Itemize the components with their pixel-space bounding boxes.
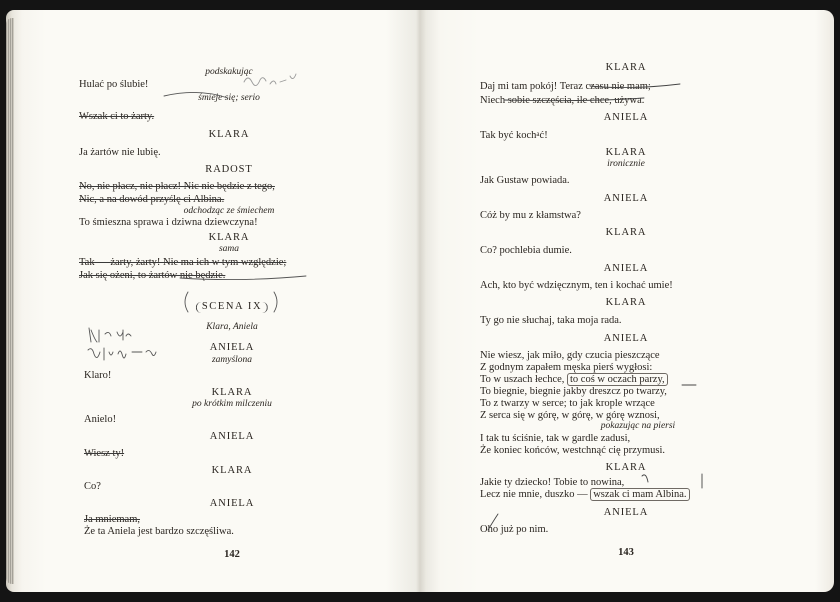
word-fragment: Tak być koch [480,130,537,141]
verse-line: Co? [84,481,101,492]
verse-line: I tak tu ściśnie, tak w gardle zadusi, [480,433,631,444]
verse-line: Ja żartów nie lubię. [79,147,161,158]
pencil-note-margin [89,328,131,342]
verse-line: Cóż by mu z kłamstwa? [480,210,581,221]
verse-text: Lecz nie mnie, duszko — [480,489,588,500]
left-page [6,10,420,592]
verse-line: Z serca się w górę, w górę, w górę wznosi, [480,410,660,421]
verse-line: Ja mniemam, [84,514,140,525]
verse-line: Ty go nie słuchaj, taka moja rada. [480,315,622,326]
verse-text: Oho [480,524,499,535]
word-fragment: ć! [539,130,548,141]
struck-word: Wiesz ty! [84,448,125,459]
speaker-name: KLARA [605,147,647,158]
verse-line: To z twarzy w serce; to jak krople wrzące [480,398,655,409]
speaker-name: ANIELA [603,193,649,204]
corrected-letter: a [536,130,540,138]
verse-text: To w uszach łechce, [480,374,565,385]
page-stack-edge [6,18,14,584]
ink-mark [642,474,702,488]
speaker-name: ANIELA [209,431,255,442]
page-number: 142 [224,549,240,560]
scene-heading: SCENA IX [196,302,268,313]
right-page [420,10,834,592]
speaker-name: ANIELA [603,263,649,274]
speaker-name: ANIELA [603,507,649,518]
stage-direction: odchodząc ze śmiechem [183,206,275,216]
speaker-name: KLARA [211,387,253,398]
verse-line: To śmieszna sprawa i dziwna dziewczyna! [79,217,258,228]
verse-line: Anielo! [84,414,117,425]
verse-line: Ach, kto być wdzięcznym, ten i kochać umie! [480,280,673,291]
verse-line [480,525,548,536]
verse-line: No, nie płacz, nie płacz! Nic nie będzie z tego, [79,181,275,192]
verse-line [480,131,548,142]
speaker-name: RADOST [205,164,253,175]
stage-direction: śmieje się; serio [198,93,260,103]
boxed-phrase: to coś w oczach parzy, [567,373,668,386]
stage-direction: sama [218,244,240,254]
verse-line: Niech sobie szczęścia, ile chce, używa. [480,95,645,106]
verse-line: Z godnym zapałem męska pierś wygłosi: [480,362,653,373]
speaker-name: KLARA [211,465,253,476]
speaker-name: KLARA [605,227,647,238]
open-book [6,10,834,592]
speaker-name: KLARA [605,62,647,73]
verse-line: Że ta Aniela jest bardzo szczęśliwa. [84,526,234,537]
speaker-name: ANIELA [603,333,649,344]
verse-line: Tak — żarty, żarty! Nie ma ich w tym względzie; [79,257,287,268]
speaker-name: KLARA [208,129,250,140]
stage-direction: ironicznie [607,159,645,169]
speaker-name: KLARA [605,462,647,473]
speaker-name: KLARA [605,297,647,308]
speaker-name: ANIELA [209,498,255,509]
verse-text: już po nim. [500,524,549,535]
verse-line: Klaro! [84,370,112,381]
boxed-phrase: wszak ci mam Albina. [590,488,689,501]
verse-line: Jak Gustaw powiada. [480,175,570,186]
speaker-name: ANIELA [209,342,255,353]
speaker-name: ANIELA [603,112,649,123]
stage-direction: pokazując na piersi [600,421,676,431]
speaker-name: KLARA [208,232,250,243]
verse-line: Jakie ty dziecko! Tobie to nowina, [480,477,625,488]
verse-line: Jak się ożeni, to żartów nie będzie. [79,270,226,281]
scene-characters: Klara, Aniela [206,322,258,332]
verse-line: Że koniec końców, westchnąć cię przymusi. [480,445,666,456]
verse-line [84,449,124,460]
struck-word: Wszak ci to żarty. [79,111,155,122]
verse-line: Daj mi tam pokój! Teraz czasu nie mam; [480,81,651,92]
verse-line: Nic, a na dowód przyślę ci Albina. [79,194,225,205]
verse-line: To biegnie, biegnie jakby dreszcz po twarzy, [480,386,667,397]
stage-direction: podskakując [205,67,253,77]
pencil-note-margin [88,348,156,360]
verse-line: Nie wiesz, jak miło, gdy czucia pieszczące [480,350,660,361]
stage-direction: zamyślona [211,355,253,365]
verse-line [79,112,154,123]
verse-line: Hulać po ślubie! [79,79,149,90]
verse-line: Co? pochlebia dumie. [480,245,572,256]
verse-line [480,375,668,386]
page-number: 143 [618,547,634,558]
verse-line [480,490,690,501]
stage-direction: po krótkim milczeniu [192,399,272,409]
